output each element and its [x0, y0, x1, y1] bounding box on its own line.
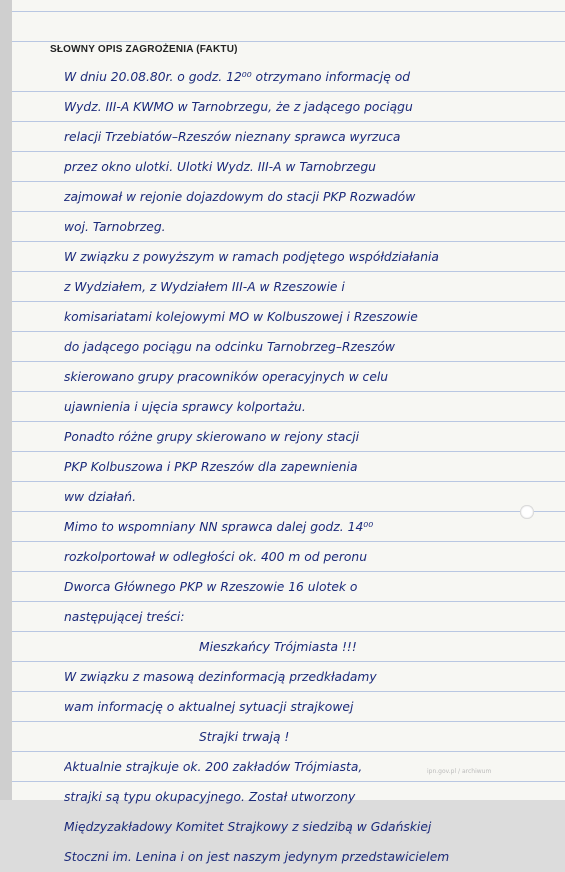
text-line: rozkolportował w odległości ok. 400 m od peronu — [64, 550, 367, 564]
text-line: Mieszkańcy Trójmiasta !!! — [199, 640, 357, 654]
text-line: W dniu 20.08.80r. o godz. 12⁰⁰ otrzymano informację od — [64, 70, 411, 84]
text-line: wam informację o aktualnej sytuacji strajkowej — [64, 700, 354, 714]
text-line: Strajki trwają ! — [199, 730, 290, 744]
text-line: zajmował w rejonie dojazdowym do stacji PKP Rozwadów — [64, 190, 416, 204]
punch-hole — [520, 505, 534, 519]
text-line: następującej treści: — [64, 610, 185, 624]
text-line: Stoczni im. Lenina i on jest naszym jedynym przedstawicielem — [64, 850, 450, 864]
text-line: ww działań. — [64, 490, 137, 504]
text-line: relacji Trzebiatów–Rzeszów nieznany sprawca wyrzuca — [64, 130, 401, 144]
text-line: PKP Kolbuszowa i PKP Rzeszów dla zapewnienia — [64, 460, 358, 474]
text-line: Ponadto różne grupy skierowano w rejony stacji — [64, 430, 360, 444]
text-line: ujawnienia i ujęcia sprawcy kolportażu. — [64, 400, 306, 414]
text-line: W związku z powyższym w ramach podjętego współdziałania — [64, 250, 439, 264]
text-line: woj. Tarnobrzeg. — [64, 220, 166, 234]
archive-stamp: ipn.gov.pl / archiwum — [427, 768, 492, 775]
document-sheet — [12, 0, 565, 864]
text-line: Mimo to wspomniany NN sprawca dalej godz. 14⁰⁰ — [64, 520, 374, 534]
text-line: W związku z masową dezinformacją przedkładamy — [64, 670, 377, 684]
text-line: do jadącego pociągu na odcinku Tarnobrzeg–Rzeszów — [64, 340, 395, 354]
scan-margin — [0, 0, 12, 800]
text-line: komisariatami kolejowymi MO w Kolbuszowej i Rzeszowie — [64, 310, 418, 324]
handwritten-body — [64, 62, 551, 872]
text-line: Aktualnie strajkuje ok. 200 zakładów Trójmiasta, — [64, 760, 363, 774]
text-line: skierowano grupy pracowników operacyjnych w celu — [64, 370, 389, 384]
text-line: Międzyzakładowy Komitet Strajkowy z siedzibą w Gdańskiej — [64, 820, 432, 834]
text-line: przez okno ulotki. Ulotki Wydz. III-A w Tarnobrzegu — [64, 160, 376, 174]
document-header: SŁOWNY OPIS ZAGROŻENIA (FAKTU) — [50, 44, 238, 55]
text-line: z Wydziałem, z Wydziałem III-A w Rzeszowie i — [64, 280, 345, 294]
text-line: Wydz. III-A KWMO w Tarnobrzegu, że z jadącego pociągu — [64, 100, 413, 114]
text-line: Dworca Głównego PKP w Rzeszowie 16 ulotek o — [64, 580, 358, 594]
text-line: strajki są typu okupacyjnego. Został utworzony — [64, 790, 356, 804]
